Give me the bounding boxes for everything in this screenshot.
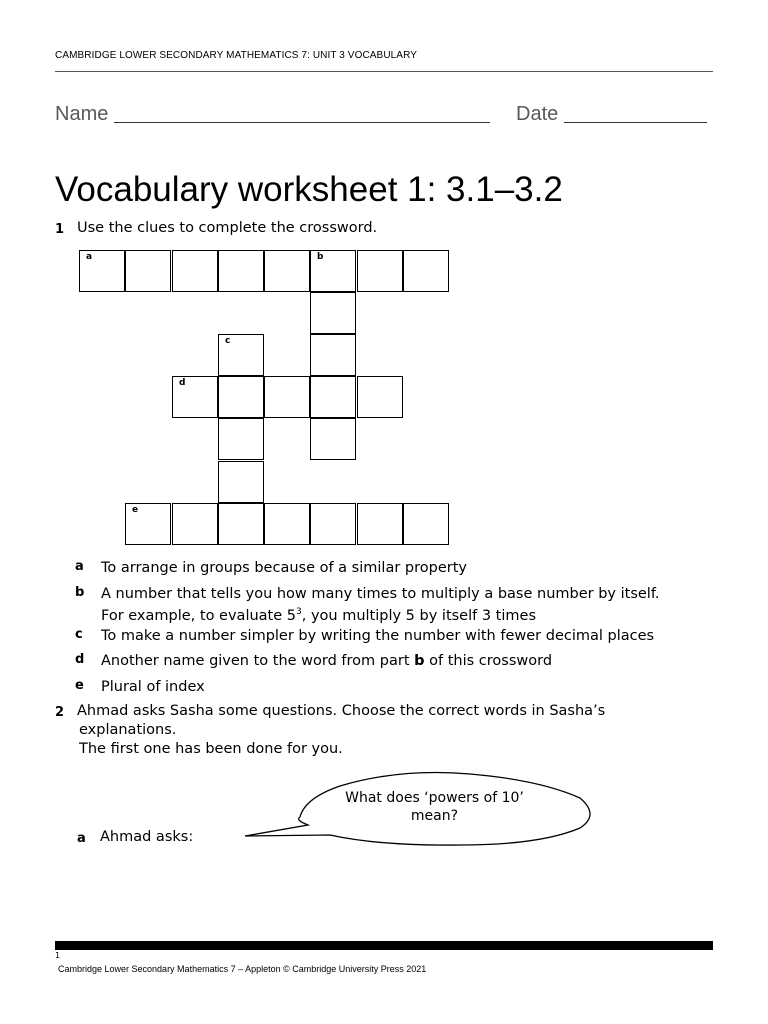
crossword-cell[interactable] xyxy=(310,292,356,334)
question-2-instruction: The first one has been done for you. xyxy=(79,741,343,757)
footer-copyright: Cambridge Lower Secondary Mathematics 7 – Appleton © Cambridge University Press 2021 xyxy=(58,964,427,974)
date-field[interactable] xyxy=(516,103,707,126)
header-rule xyxy=(55,71,713,72)
question-2-prompt-line2: explanations. xyxy=(79,722,177,738)
clue-letter: a xyxy=(75,559,84,574)
crossword-cell[interactable] xyxy=(125,250,171,292)
clue-letter: b xyxy=(75,585,85,600)
crossword-cell[interactable] xyxy=(218,461,264,503)
question-2-number: 2 xyxy=(55,705,65,720)
crossword-cell[interactable] xyxy=(172,376,218,418)
crossword-clue-number: d xyxy=(179,378,186,388)
crossword-cell[interactable] xyxy=(310,418,356,460)
date-label: Date xyxy=(516,103,559,125)
crossword-cell[interactable] xyxy=(218,334,264,376)
crossword-clue-number: c xyxy=(225,336,231,346)
clue-text: A number that tells you how many times to multiply a base number by itself. xyxy=(101,586,660,602)
crossword-cell[interactable] xyxy=(310,376,356,418)
crossword-cell[interactable] xyxy=(310,250,356,292)
crossword-cell[interactable] xyxy=(79,250,125,292)
footer-bar xyxy=(55,941,713,950)
crossword-cell[interactable] xyxy=(264,250,310,292)
superscript-exponent: 3 xyxy=(296,607,302,617)
running-header: CAMBRIDGE LOWER SECONDARY MATHEMATICS 7: UNIT 3 VOCABULARY xyxy=(55,50,417,61)
crossword-cell[interactable] xyxy=(264,503,310,545)
crossword-cell[interactable] xyxy=(218,418,264,460)
clue-text-continued: For example, to evaluate $5^3$, you multiply 5 by itself 3 times xyxy=(101,607,536,624)
question-2-prompt: Ahmad asks Sasha some questions. Choose the correct words in Sasha’s xyxy=(77,703,606,719)
crossword-cell[interactable] xyxy=(218,503,264,545)
clue-letter: d xyxy=(75,652,85,667)
clue-letter: e xyxy=(75,678,84,693)
crossword-cell[interactable] xyxy=(218,376,264,418)
crossword-cell[interactable] xyxy=(125,503,171,545)
clue-text: Plural of index xyxy=(101,679,205,695)
crossword-clue-number: e xyxy=(132,505,139,515)
page-number: 1 xyxy=(55,951,61,960)
crossword-cell[interactable] xyxy=(172,250,218,292)
crossword-cell[interactable] xyxy=(403,503,449,545)
speech-bubble-text: What does ‘powers of 10’ mean? xyxy=(345,790,524,824)
name-line[interactable] xyxy=(114,104,490,123)
crossword-clue-number: a xyxy=(86,252,93,262)
question-1-number: 1 xyxy=(55,222,65,237)
part-a-letter: a xyxy=(77,831,86,846)
page-title: Vocabulary worksheet 1: 3.1–3.2 xyxy=(55,170,563,209)
clue-text: To make a number simpler by writing the number with fewer decimal places xyxy=(101,628,655,644)
crossword-cell[interactable] xyxy=(357,503,403,545)
name-field[interactable] xyxy=(55,103,490,126)
crossword-cell[interactable] xyxy=(310,503,356,545)
name-label: Name xyxy=(55,103,109,125)
crossword-cell[interactable] xyxy=(172,503,218,545)
clue-letter: c xyxy=(75,627,83,642)
crossword-cell[interactable] xyxy=(357,250,403,292)
clue-text: Another name given to the word from part b of this crossword xyxy=(101,653,553,669)
crossword-cell[interactable] xyxy=(310,334,356,376)
crossword-cell[interactable] xyxy=(403,250,449,292)
date-line[interactable] xyxy=(564,104,707,123)
crossword-cell[interactable] xyxy=(218,250,264,292)
question-1-prompt: Use the clues to complete the crossword. xyxy=(77,220,378,236)
crossword-cell[interactable] xyxy=(357,376,403,418)
part-a-label: Ahmad asks: xyxy=(100,829,194,845)
clue-text: To arrange in groups because of a similar property xyxy=(101,560,467,576)
crossword-cell[interactable] xyxy=(264,376,310,418)
crossword-clue-number: b xyxy=(317,252,324,262)
